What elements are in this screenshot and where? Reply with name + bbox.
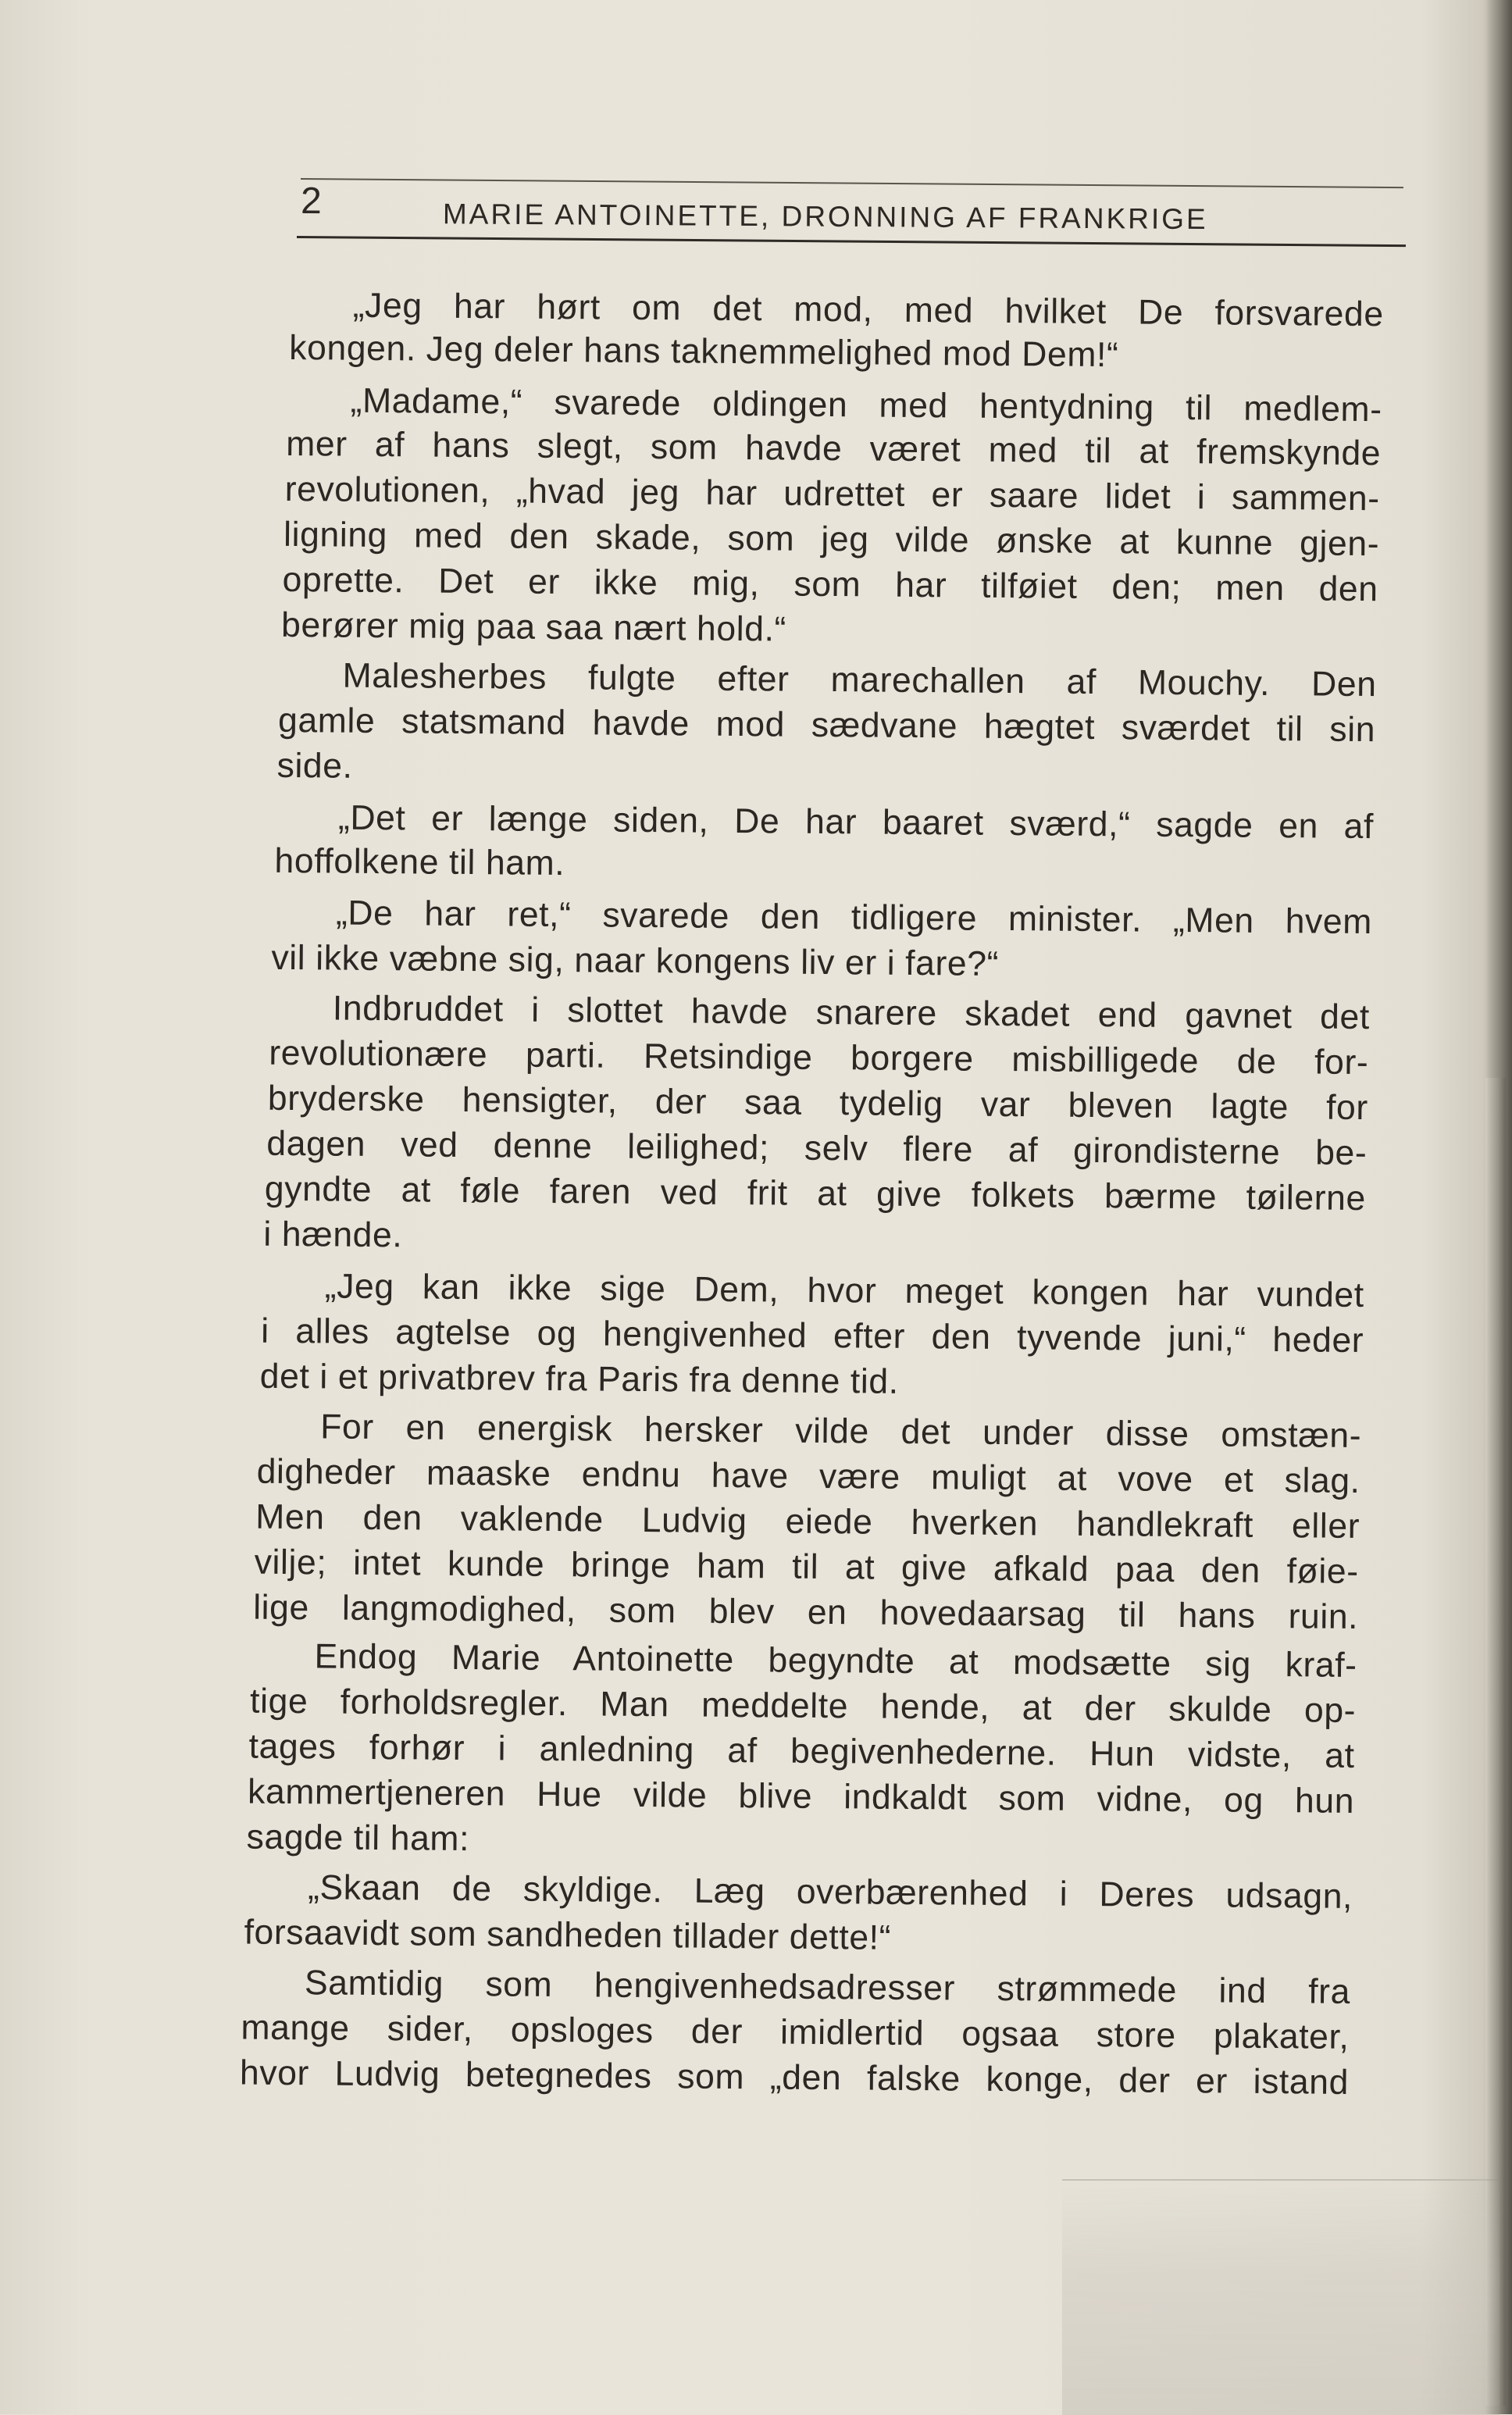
binding-shadow [1485, 0, 1512, 2414]
text-line: „Jeg kan ikke sige Dem, hvor meget kongen har vundet [324, 1267, 1364, 1315]
text-line: i hænde. [263, 1215, 403, 1255]
text-line: lige langmodighed, som blev en hovedaarsag til hans ruin. [252, 1588, 1359, 1636]
body-text [239, 283, 1400, 2120]
text-line: mer af hans slegt, som havde været med til at fremskynde [285, 424, 1382, 473]
text-line: bryderske hensigter, der saa tydelig var bleven lagte for [267, 1079, 1369, 1128]
text-line: det i et privatbrev fra Paris fra denne tid. [259, 1357, 899, 1401]
page-number: 2 [300, 180, 322, 223]
text-line: gyndte at føle faren ved frit at give folkets bærme tøilerne [264, 1169, 1367, 1218]
text-line: „Madame,“ svarede oldingen med hentydning til medlem- [350, 381, 1382, 430]
text-line: tige forholdsregler. Man meddelte hende, at der skulde op- [249, 1682, 1357, 1730]
text-line: Malesherbes fulgte efter marechallen af Mouchy. Den [342, 656, 1377, 705]
text-line: hoffolkene til ham. [274, 841, 565, 883]
lower-page-shadow [1062, 2179, 1500, 2415]
text-line: Men den vaklende Ludvig eiede hverken handlekraft eller [255, 1497, 1360, 1546]
text-line: revolutionære parti. Retsindige borgere misbilligede de for- [269, 1033, 1369, 1083]
text-line: For en energisk hersker vilde det under disse omstæn- [320, 1407, 1362, 1456]
text-line: Samtidig som hengivenhedsadresser strømmede ind fra [304, 1964, 1351, 2011]
text-line: i alles agtelse og hengivenhed efter den tyvende juni,“ heder [261, 1311, 1364, 1361]
running-title: MARIE ANTOINETTE, DRONNING AF FRANKRIGE [442, 198, 1208, 236]
text-line: dagen ved denne leilighed; selv flere af girondisterne be- [266, 1124, 1368, 1173]
text-line: vilje; intet kunde bringe ham til at give afkald paa den føie- [254, 1543, 1359, 1591]
text-line: gamle statsmand havde mod sædvane hægtet sværdet til sin [277, 701, 1376, 750]
text-line: forsaavidt som sandheden tillader dette!“ [244, 1913, 892, 1957]
text-line: berører mig paa saa nært hold.“ [280, 605, 787, 649]
text-line: revolutionen, „hvad jeg har udrettet er saare lidet i sammen- [284, 469, 1380, 519]
text-line: „De har ret,“ svarede den tidligere minister. „Men hvem [335, 894, 1373, 942]
running-head [301, 180, 1316, 241]
text-line: kammertjeneren Hue vilde blive indkaldt som vidne, og hun [247, 1772, 1355, 1821]
text-line: ligning med den skade, som jeg vilde ønske at kunne gjen- [283, 515, 1380, 564]
text-line: „Jeg har hørt om det mod, med hvilket De forsvarede [352, 286, 1384, 334]
text-line: side. [276, 746, 353, 786]
text-line: „Det er længe siden, De har baaret sværd,“ sagde en af [337, 798, 1375, 847]
text-line: Indbruddet i slottet havde snarere skadet end gavnet det [332, 989, 1371, 1037]
text-line: oprette. Det er ikke mig, som har tilføiet den; men den [282, 560, 1378, 609]
text-line: sagde til ham: [246, 1817, 470, 1859]
text-line: mange sider, opsloges der imidlertid ogsaa store plakater, [241, 2008, 1350, 2056]
text-line: hvor Ludvig betegnedes som „den falske konge, der er istand [239, 2053, 1350, 2102]
text-line: digheder maaske endnu have være muligt at vove et slag. [256, 1452, 1360, 1501]
text-line: Endog Marie Antoinette begyndte at modsætte sig kraf- [314, 1637, 1357, 1685]
text-line: tages forhør i anledning af begivenhederne. Hun vidste, at [248, 1727, 1355, 1775]
text-line: „Skaan de skyldige. Læg overbærenhed i Deres udsagn, [307, 1868, 1353, 1916]
text-line: kongen. Jeg deler hans taknemmelighed mod Dem!“ [289, 328, 1119, 375]
text-line: vil ikke væbne sig, naar kongens liv er i fare?“ [271, 938, 1000, 983]
